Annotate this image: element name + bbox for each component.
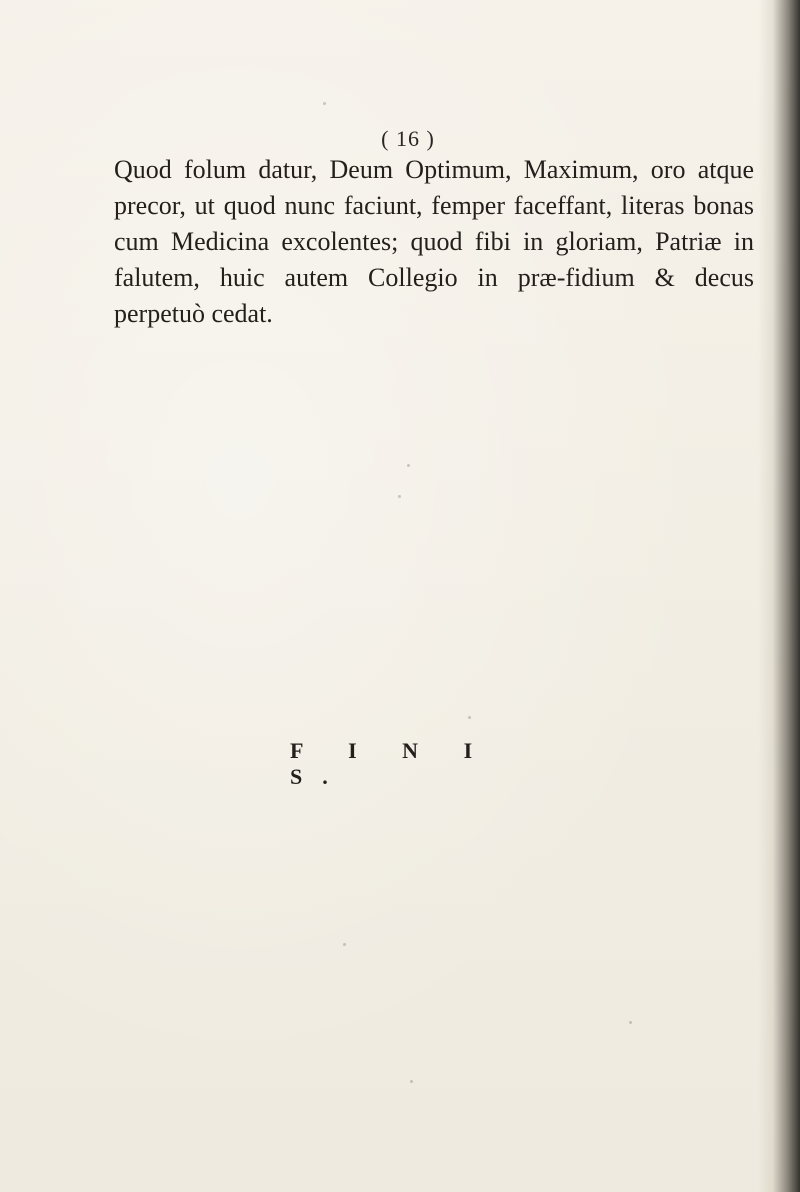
ink-speck [398,495,401,498]
body-paragraph: Quod folum datur, Deum Optimum, Maximum, oro atque precor, ut quod nunc faciunt, femper faceffant, literas bonas cum Medicina excolentes; quod fibi in gloriam, Patriæ in falutem, huic autem Collegio in præ-fidium & decus perpetuò cedat. [114,155,754,328]
ink-speck [468,716,471,719]
ink-speck [343,943,346,946]
ink-speck [407,464,410,467]
page-edge-shadow [758,0,800,1192]
ink-speck [323,102,326,105]
finis-colophon: F I N I S. [290,738,493,789]
ink-speck [629,1021,632,1024]
page-number: ( 16 ) [381,126,435,151]
ink-speck [410,1080,413,1083]
